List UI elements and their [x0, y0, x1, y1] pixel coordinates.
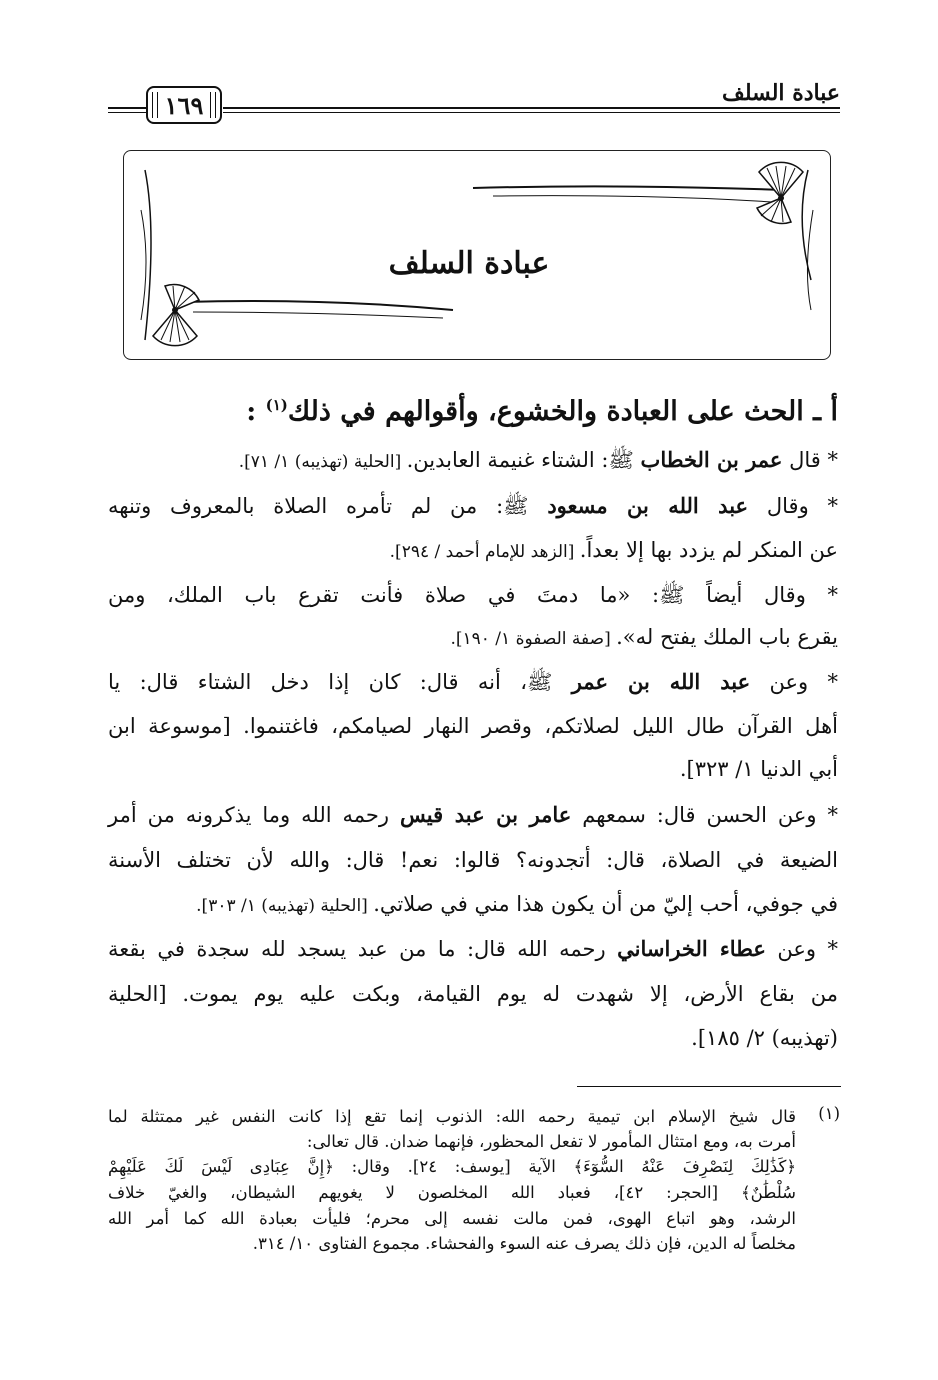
page-number-badge: [146, 86, 222, 124]
header-rule: [223, 107, 840, 109]
text-run: * وعن: [765, 937, 838, 961]
section-heading-colon: :: [246, 396, 257, 427]
quote-text: في جوفي، أحب إليّ من أن يكون هذا مني في صلاتي.: [373, 892, 838, 916]
paragraph-line: [108, 491, 838, 521]
quote-text: ﷺ، أنه قال: كان إذا دخل الشتاء قال: يا: [108, 670, 572, 694]
section-heading-text: أ ـ الحث على العبادة والخشوع، وأقوالهم في ذلك: [287, 396, 838, 427]
footnote-line: مخلصاً له الدين، فإن ذلك يصرف عنه السوء والفحشاء. مجموع الفتاوى ١٠/ ٣١٤.: [252, 1234, 796, 1253]
text-run: * وعن الحسن قال: سمعهم: [571, 803, 838, 827]
paragraph-line: (تهذيبه) ٢/ ١٨٥].: [691, 1026, 838, 1050]
paragraph-line: من بقاع الأرض، إلا شهدت له يوم القيامة، وبكت عليه يوم يموت. [الحلية: [108, 982, 838, 1006]
source-reference: [الحلية (تهذيبه) ١/ ٣٠٣].: [196, 896, 374, 916]
shell-ornament-bottom-left-icon: [153, 285, 199, 346]
header-rule-left-thin: [108, 112, 146, 113]
quote-text: يقرع باب الملك يفتح له».: [616, 625, 838, 649]
shell-ornament-top-right-icon: [757, 162, 803, 223]
narrator-name: عبد الله بن مسعود: [547, 493, 749, 518]
footnote-number: (١): [818, 1104, 840, 1123]
quote-text: عن المنكر لم يزدد بها إلا بعداً.: [579, 538, 838, 562]
text-run: * قال: [782, 448, 838, 472]
text-run: * وقال: [748, 494, 838, 518]
footnote-line: الرشد، وهو اتباع الهوى، فمن مالت نفسه إلى محرم؛ فليأت بعبادة الله كما أمر الله: [108, 1209, 796, 1228]
quote-text: ﷺ: من لم تأمره الصلاة بالمعروف وتنهه: [108, 494, 548, 518]
source-reference: [الحلية (تهذيبه) ١/ ٧١].: [238, 452, 407, 472]
narrator-name: عبد الله بن عمر: [571, 669, 751, 694]
narrator-name: عمر بن الخطاب: [640, 447, 783, 472]
footnote-line: أمرت به، ومع امتثال المأمور لا تفعل المحظور، فإنهما ضدان. قال تعالى:: [306, 1132, 796, 1151]
section-heading: [108, 390, 838, 427]
quote-text: رحمه الله وما يذكرونه من أمر: [108, 803, 400, 827]
source-reference: [الزهد للإمام أحمد / ٢٩٤].: [389, 542, 580, 562]
honorific: ﷺ: [608, 448, 641, 472]
footnote-line: سُلْطَٰنٌ﴾ [الحجر: ٤٢]، فعباد الله المخلصون لا يغويهم الشيطان، والغيّ خلاف: [108, 1183, 797, 1202]
paragraph-line: [108, 800, 838, 830]
paragraph-line: * وقال أيضاً ﷺ: «ما دمتَ في صلاة فأنت تقرع باب الملك، ومن: [108, 583, 838, 607]
header-rule-thin: [223, 112, 840, 113]
quote-text: رحمه الله قال: ما من عبد يسجد لله سجدة في بقعة: [108, 937, 618, 961]
text-run: * وعن: [750, 670, 838, 694]
paragraph-line: [108, 622, 838, 654]
paragraph-line: [108, 667, 838, 697]
chapter-title: عبادة السلف: [388, 246, 550, 281]
running-title: عبادة السلف: [722, 80, 840, 106]
paragraph-line: [108, 445, 838, 477]
paragraph-line: [108, 535, 838, 567]
paragraph-line: أهل القرآن طال الليل لصلاتكم، وقصر النهار لصيامكم، فاغتنموا. [موسوعة ابن: [108, 714, 838, 738]
footnote-separator: [577, 1086, 841, 1087]
header-rule-left: [108, 107, 146, 109]
paragraph-line: [108, 934, 838, 964]
paragraph-line: أبي الدنيا ١/ ٣٢٣].: [679, 757, 838, 781]
footnote-line: قال شيخ الإسلام ابن تيمية رحمه الله: الذنوب إنما تقع إذا كانت النفس غير ممتثلة لما: [108, 1107, 796, 1126]
quote-text: : الشتاء غنيمة العابدين.: [406, 448, 609, 472]
page-number: ١٦٩: [164, 90, 204, 120]
narrator-name: عطاء الخراساني: [617, 936, 766, 961]
narrator-name: عامر بن عبد قيس: [399, 802, 572, 827]
paragraph-line: [108, 889, 838, 921]
paragraph-line: الضيعة في الصلاة، قال: أتجدونه؟ قالوا: نعم! قال: والله لأن تختلف الأسنة: [108, 848, 838, 872]
source-reference: [صفة الصفوة ١/ ١٩٠].: [450, 629, 617, 649]
footnote-marker: (١): [265, 396, 288, 414]
footnote-line: ﴿كَذَٰلِكَ لِنَصْرِفَ عَنْهُ السُّوٓءَ﴾ الآية [يوسف: ٢٤]. وقال: ﴿إِنَّ عِبَادِى لَيْسَ لَكَ عَلَيْهِمْ: [108, 1157, 796, 1176]
